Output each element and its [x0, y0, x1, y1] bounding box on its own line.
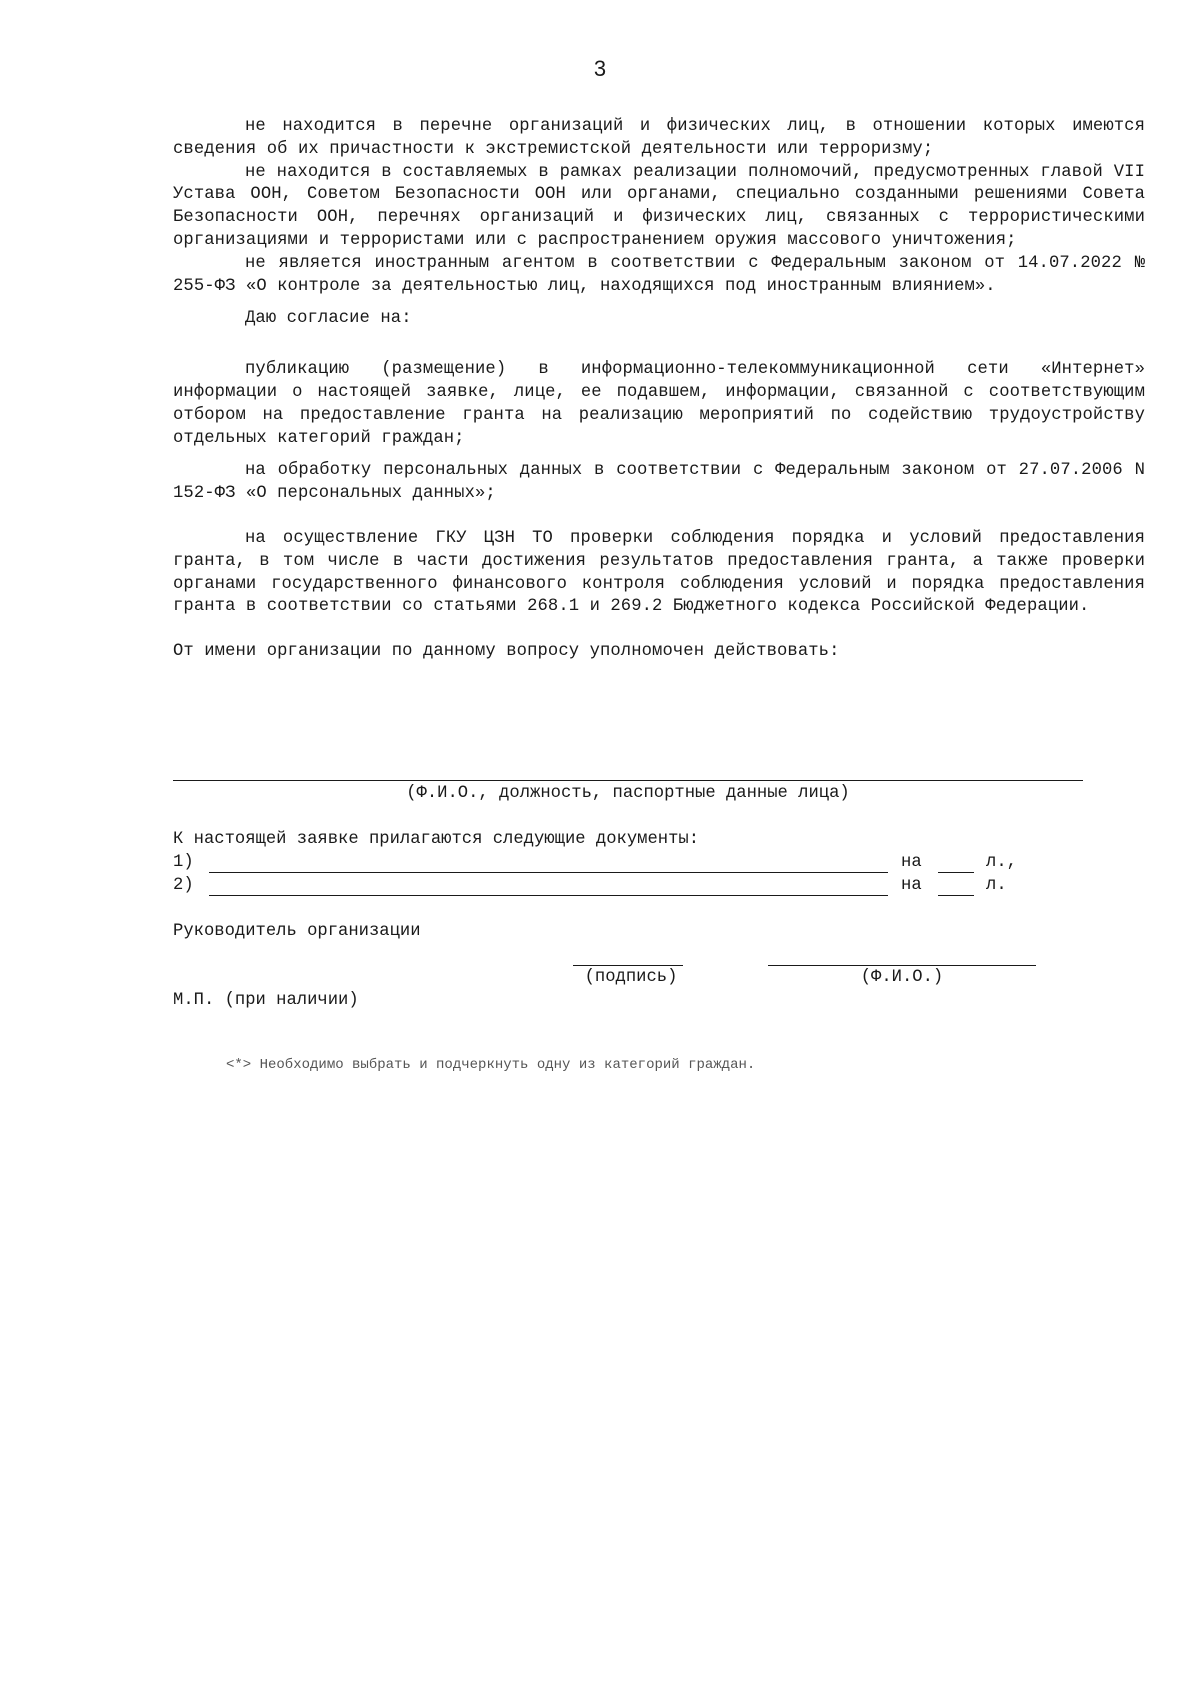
- attachment-sheets-label: л.: [986, 876, 1007, 895]
- paragraph-not-in-extremist-list: не находится в перечне организаций и физических лиц, в отношении которых имеются сведения об их причастности к экстремистской деятельности или терроризму;: [173, 117, 1145, 159]
- full-name-line: [768, 965, 1036, 966]
- full-name-caption: (Ф.И.О.): [860, 968, 944, 987]
- authorized-person-caption: (Ф.И.О., должность, паспортные данные лица): [406, 784, 850, 803]
- authorized-person-line: [173, 780, 1083, 781]
- attachment-sheets-line: [938, 872, 974, 873]
- paragraph-not-foreign-agent: не является иностранным агентом в соответствии с Федеральным законом от 14.07.2022 № 255-ФЗ «О контроле за деятельностью лиц, находящихся под иностранным влиянием».: [173, 253, 1145, 296]
- page-number: 3: [593, 56, 607, 81]
- signature-caption: (подпись): [584, 968, 678, 987]
- paragraph-not-in-un-list: не находится в составляемых в рамках реализации полномочий, предусмотренных главой VII Устава ООН, Советом Безопасности ООН или органами, специально созданными решениями Совета Безопасности ООН, перечнях организаций и физических лиц, связанных с террористическими организациями и террористами или с распространением оружия массового уничтожения;: [173, 162, 1145, 250]
- paragraph-consent-personal-data: на обработку персональных данных в соответствии с Федеральным законом от 27.07.2006 N 152-ФЗ «О персональных данных»;: [173, 461, 1145, 504]
- paragraph-authorized-person: От имени организации по данному вопросу уполномочен действовать:: [173, 642, 840, 662]
- document-body: [173, 116, 1145, 664]
- attachment-on-label: на: [901, 876, 922, 895]
- attachment-sheets-line: [938, 895, 974, 896]
- paragraph-consent-inspection: на осуществление ГКУ ЦЗН ТО проверки соблюдения порядка и условий предоставления гранта, в том числе в части достижения результатов предоставления гранта, а также проверки органами государственного финансового контроля соблюдения условий и порядка предоставления гранта в соответствии со статьями 268.1 и 269.2 Бюджетного кодекса Российской Федерации.: [173, 528, 1145, 617]
- attachment-number: 2): [173, 876, 194, 895]
- paragraph-consent-heading: Даю согласие на:: [245, 309, 412, 329]
- footnote: <*> Необходимо выбрать и подчеркнуть одну из категорий граждан.: [226, 1057, 756, 1073]
- stamp-label: М.П. (при наличии): [173, 991, 359, 1010]
- attachment-name-line: [209, 895, 888, 896]
- attachment-name-line: [209, 872, 888, 873]
- paragraph-consent-publication: публикацию (размещение) в информационно-телекоммуникационной сети «Интернет» информации о настоящей заявке, лице, ее подавшем, информации, связанной с соответствующим отбором на предоставление гранта на реализацию мероприятий по содействию трудоустройству отдельных категорий граждан;: [173, 360, 1145, 448]
- attachment-sheets-label: л.,: [986, 853, 1017, 872]
- signature-line: [573, 965, 683, 966]
- attachments-heading: К настоящей заявке прилагаются следующие документы:: [173, 830, 700, 849]
- attachment-on-label: на: [901, 853, 922, 872]
- head-of-organization-label: Руководитель организации: [173, 922, 421, 941]
- attachment-number: 1): [173, 853, 194, 872]
